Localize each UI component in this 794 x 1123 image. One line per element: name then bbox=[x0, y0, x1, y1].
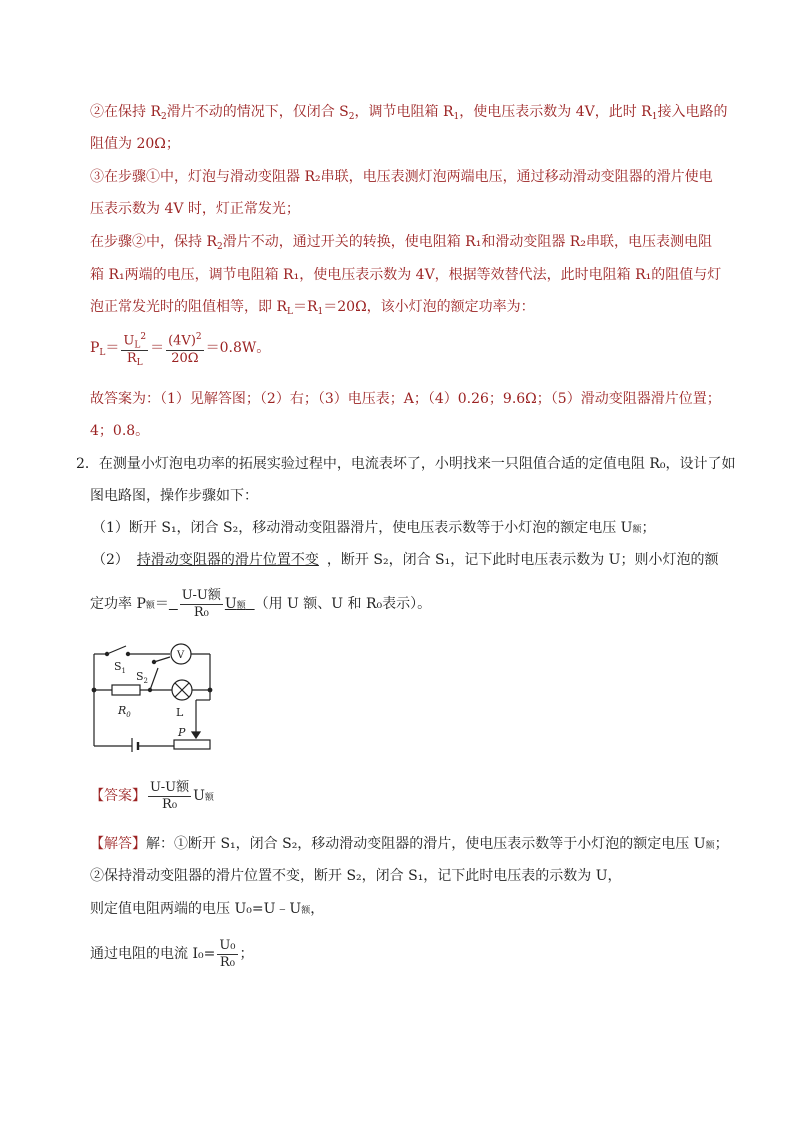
circuit-diagram bbox=[86, 638, 226, 752]
label-r0: $R_0$ bbox=[118, 704, 131, 719]
explanation-line4: 通过电阻的电流 I₀= $\frac{\text{U₀}}{\text{R₀}}$ ； bbox=[90, 937, 254, 970]
answer-blank-1: 持滑动变阻器的滑片位置不变 bbox=[136, 552, 319, 568]
question2-power-formula: 定功率 P额＝ $\frac{\text{U-U额}}{\text{R₀}}$ U额 （用 U 额、U 和 R₀表示）。 bbox=[90, 587, 432, 620]
solution-step2-line1: ②在保持 $R_2$滑片不动的情况下，仅闭合 $S_2$，调节电阻箱 $R_1$，使电压表示数为 4V，此时 $R_1$接入电路的 bbox=[90, 104, 728, 122]
label-l: L bbox=[176, 706, 184, 719]
solution-step4-line2: 箱 R₁两端的电压，调节电阻箱 R₁，使电压表示数为 4V，根据等效替代法，此时电阻箱 R₁的阻值与灯 bbox=[90, 267, 722, 283]
question2-step2: （2） 持滑动变阻器的滑片位置不变 ，断开 S₂，闭合 S₁，记下此时电压表示数为 U；则小灯泡的额 bbox=[92, 552, 719, 568]
solution-step3-line1: ③在步骤①中，灯泡与滑动变阻器 R₂串联，电压表测灯泡两端电压，通过移动滑动变阻器的滑片使电 bbox=[90, 169, 713, 185]
formula-fraction-2: $\frac{(4V)^2}{20\Omega}$ bbox=[168, 332, 202, 366]
answer-blank-2: $\frac{\text{U-U额}}{\text{R₀}}$ U额 bbox=[181, 587, 246, 620]
answer-summary-line1: 故答案为：（1）见解答图；（2）右；（3）电压表；A；（4）0.26；9.6Ω；（5）滑动变阻器滑片位置； bbox=[90, 391, 721, 407]
solution-step4-line3: 泡正常发光时的阻值相等，即 $R_L=R_1=20\Omega$，该小灯泡的额定功率为： bbox=[90, 299, 535, 317]
switch-s1-blade bbox=[107, 646, 126, 654]
rheostat bbox=[174, 740, 210, 749]
junction-left bbox=[92, 688, 96, 692]
explanation-line3: 则定值电阻两端的电压 U₀=U﹣U额， bbox=[90, 901, 325, 917]
wire-s2-to-v bbox=[154, 657, 170, 662]
formula-fraction-1: $\frac{U_L^2}{R_L}$ bbox=[123, 332, 147, 368]
solution-step2-line2: 阻值为 20Ω； bbox=[90, 136, 180, 152]
power-formula: $P_L=$ $\frac{U_L^2}{R_L}$ ＝ $\frac{(4V)^2}{20\Omega}$ ＝0.8W。 bbox=[90, 328, 270, 368]
switch-s2-blade bbox=[150, 668, 158, 690]
question2-stem-line1: 2．在测量小灯泡电功率的拓展实验过程中，电流表坏了，小明找来一只阻值合适的定值电阻 R₀，设计了如 bbox=[76, 456, 736, 472]
question2-stem-line2: 图电路图，操作步骤如下： bbox=[90, 488, 258, 504]
label-v: V bbox=[177, 650, 185, 661]
solution-step3-line2: 压表示数为 4V 时，灯正常发光； bbox=[90, 201, 300, 217]
solution-step4-line1: 在步骤②中，保持 $R_2$滑片不动，通过开关的转换，使电阻箱 R₁和滑动变阻器 R₂串联，电压表测电阻 bbox=[90, 234, 712, 252]
question2-step1: （1）断开 S₁，闭合 S₂，移动滑动变阻器滑片，使电压表示数等于小灯泡的额定电压 U额； bbox=[92, 520, 656, 536]
label-p: P bbox=[178, 726, 186, 739]
label-s1: $S_1$ bbox=[114, 660, 127, 675]
answer-line: 【答案】 $\frac{\text{U-U额}}{\text{R₀}}$ U额 bbox=[90, 779, 214, 812]
explanation-line2: ②保持滑动变阻器的滑片位置不变，断开 S₂，闭合 S₁，记下此时电压表的示数为 U， bbox=[90, 868, 622, 884]
explanation-line1: 【解答】解：①断开 S₁，闭合 S₂，移动滑动变阻器的滑片，使电压表示数等于小灯泡的额定电压 U额； bbox=[90, 836, 729, 852]
answer-summary-line2: 4；0.8。 bbox=[90, 423, 150, 439]
slider-p-arrow bbox=[192, 732, 200, 738]
resistor-r0 bbox=[112, 685, 140, 695]
label-s2: $S_2$ bbox=[136, 670, 149, 685]
